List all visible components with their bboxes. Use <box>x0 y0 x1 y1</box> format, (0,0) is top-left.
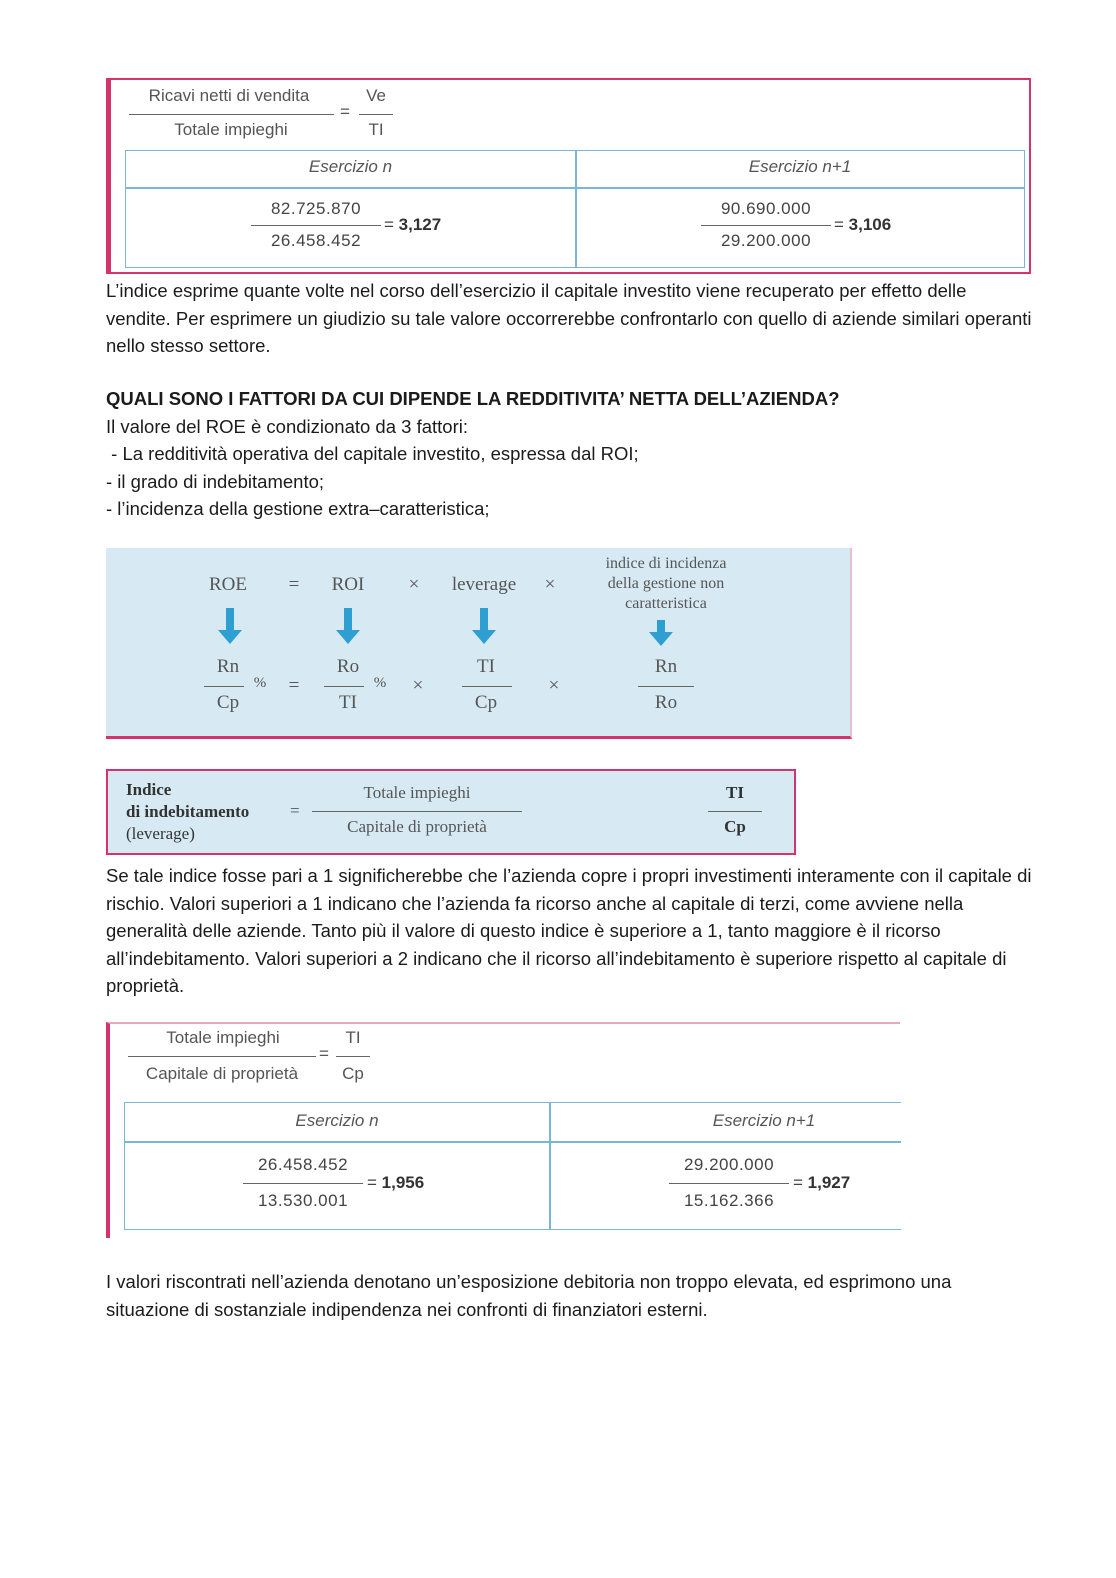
roe-equals: = <box>288 574 300 595</box>
cp-denominator: Cp <box>216 692 240 713</box>
leverage-label: leverage <box>451 574 517 595</box>
col2-denominator: 15.162.366 <box>683 1191 775 1210</box>
ro-denominator: Ro <box>654 692 678 713</box>
formula-abbr-line <box>336 1056 370 1057</box>
formula-denominator: Capitale di proprietà <box>145 1064 299 1083</box>
formula-abbr-line <box>359 114 393 115</box>
bullet-roi: - La redditività operativa del capitale investito, espressa dal ROI; <box>106 443 639 464</box>
header-esercizio-n1: Esercizio n+1 <box>748 157 852 176</box>
fraction-line <box>312 811 522 812</box>
rn-numerator-2: Rn <box>654 656 678 677</box>
incidence-label: indice di incidenza della gestione non caratteristica <box>605 555 727 612</box>
ti-numerator: TI <box>477 656 495 677</box>
leverage-numerator: Totale impieghi <box>363 783 471 802</box>
percent-sign: % <box>253 675 267 691</box>
ti-denominator: TI <box>339 692 357 713</box>
header-esercizio-n1: Esercizio n+1 <box>712 1111 816 1130</box>
col1-fraction-line <box>243 1183 363 1184</box>
results-table <box>125 150 1025 268</box>
roe-label: ROE <box>209 574 247 595</box>
col1-denominator: 13.530.001 <box>257 1191 349 1210</box>
ro-numerator: Ro <box>336 656 360 677</box>
roi-label: ROI <box>331 574 365 595</box>
fraction-line <box>204 686 244 687</box>
formula-abbr-denominator: Cp <box>342 1064 364 1083</box>
col2-result: = 1,927 <box>793 1173 851 1192</box>
formula-abbr-denominator: TI <box>368 120 384 139</box>
formula-equals: = <box>340 102 350 121</box>
col2-numerator: 90.690.000 <box>720 199 812 218</box>
formula-denominator: Totale impieghi <box>174 120 288 139</box>
leverage-abbr-numerator: TI <box>726 783 744 802</box>
paragraph-leverage-explanation: Se tale indice fosse pari a 1 significherebbe che l’azienda copre i propri investimenti interamente con il capitale di rischio. Valori superiori a 1 indicano che l’azienda fa ricorso anche al capitale di terzi, come avviene nella generalità delle aziende. Tanto più il valore di questo indice è superiore a 1, tanto maggiore è il ricorso all’indebitamento. Valori superiori a 2 indicano che il ricorso all’indebitamento è superiore rispetto al capitale di proprietà. <box>106 865 1032 996</box>
col2-result: = 3,106 <box>834 215 892 234</box>
leverage-calculation-box <box>106 1022 900 1238</box>
formula-equals: = <box>319 1044 329 1063</box>
header-esercizio-n: Esercizio n <box>308 157 393 176</box>
fraction-line <box>462 686 512 687</box>
roe-decomposition-box <box>106 548 852 739</box>
col2-denominator: 29.200.000 <box>720 231 812 250</box>
col1-numerator: 26.458.452 <box>257 1155 349 1174</box>
col1-fraction-line <box>251 225 381 226</box>
fraction-line <box>708 811 762 812</box>
paragraph-conclusion: I valori riscontrati nell’azienda denotano un’esposizione debitoria non troppo elevata, ed esprimono una situazione di sostanziale indipendenza nei confronti di finanziatori esterni. <box>106 1271 952 1320</box>
formula-fraction-line <box>129 114 334 115</box>
section-intro: Il valore del ROE è condizionato da 3 fattori: <box>106 415 468 437</box>
times-2: × <box>544 574 556 595</box>
formula-fraction-line <box>128 1056 316 1057</box>
bullet-indebitamento: - il grado di indebitamento; <box>106 470 325 492</box>
col2-numerator: 29.200.000 <box>683 1155 775 1174</box>
formula-numerator: Ricavi netti di vendita <box>148 86 310 105</box>
leverage-title: Indice di indebitamento (leverage) <box>126 780 250 843</box>
formula-abbr-numerator: Ve <box>366 86 386 105</box>
formula-abbr-numerator: TI <box>345 1028 361 1047</box>
col2-fraction-line <box>669 1183 789 1184</box>
bullet-extra-caratteristica: - l’incidenza della gestione extra–caratteristica; <box>106 498 490 519</box>
percent-sign: % <box>373 675 387 691</box>
section-roe-factors <box>106 385 1036 523</box>
paragraph-turnover-explanation: L’indice esprime quante volte nel corso dell’esercizio il capitale investito viene recuperato per effetto delle vendite. Per esprimere un giudizio su tale valore occorrerebbe confrontarlo con quello di aziende similari operanti nello stesso settore. <box>106 280 1032 356</box>
table-header-divider <box>125 1141 901 1143</box>
fraction-line <box>638 686 694 687</box>
col1-numerator: 82.725.870 <box>270 199 362 218</box>
leverage-equals: = <box>290 801 300 820</box>
times-1: × <box>408 574 420 595</box>
col1-result: = 1,956 <box>367 1173 425 1192</box>
equals-2: = <box>288 675 300 696</box>
asset-turnover-box <box>106 78 1031 274</box>
results-table <box>124 1102 901 1230</box>
times-4: × <box>548 675 560 696</box>
times-3: × <box>412 675 424 696</box>
col1-denominator: 26.458.452 <box>270 231 362 250</box>
leverage-index-box <box>106 769 796 855</box>
header-esercizio-n: Esercizio n <box>295 1111 379 1130</box>
col1-result: = 3,127 <box>384 215 442 234</box>
formula-numerator: Totale impieghi <box>166 1028 280 1047</box>
cp-denominator-2: Cp <box>474 692 498 713</box>
leverage-abbr-denominator: Cp <box>724 817 746 836</box>
fraction-line <box>324 686 364 687</box>
rn-numerator: Rn <box>216 656 240 677</box>
leverage-denominator: Capitale di proprietà <box>347 817 487 836</box>
section-heading: QUALI SONO I FATTORI DA CUI DIPENDE LA REDDITIVITA’ NETTA DELL’AZIENDA? <box>106 388 840 409</box>
col2-fraction-line <box>701 225 831 226</box>
